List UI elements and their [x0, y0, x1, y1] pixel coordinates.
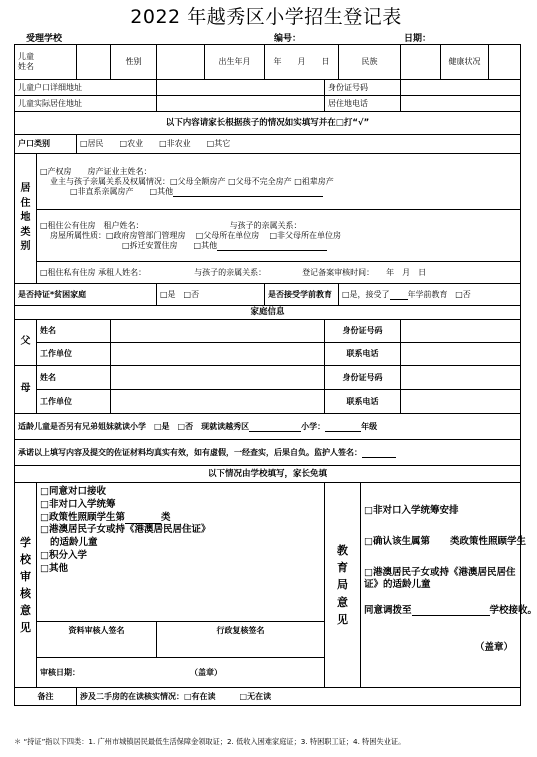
home-phone-label: 居住地电话	[325, 96, 401, 112]
hukou-type-options[interactable]: □居民 □农业 □非农业 □其它	[77, 135, 521, 154]
father-id-field[interactable]	[401, 320, 521, 343]
mother-work-field[interactable]	[111, 390, 325, 414]
edu-bureau-options[interactable]: □非对口入学统筹安排 □确认该生属第 类政策性照顾学生 □港澳居民子女或持《港澳居民居住证》的适龄儿童 同意调拨至 学校接收。 （盖章）	[361, 483, 521, 688]
date-label: 日期：	[404, 34, 432, 44]
registration-form-table	[14, 44, 537, 706]
number-label: 编号：	[274, 34, 302, 44]
home-address-field[interactable]	[157, 96, 325, 112]
father-name-field[interactable]	[111, 320, 325, 343]
remark-label: 备注	[15, 688, 77, 706]
poverty-cert-options[interactable]: □是 □否	[157, 284, 265, 306]
father-label: 父	[15, 320, 37, 366]
school-label: 受理学校	[26, 34, 63, 44]
gender-label: 性别	[111, 45, 157, 80]
remark-options[interactable]: 涉及二手房的在读核实情况：□有在读 □无在读	[77, 688, 521, 706]
mother-id-field[interactable]	[401, 366, 521, 390]
parent-instruction: 以下内容请家长根据孩子的情况如实填写并在□打“√”	[15, 112, 521, 135]
ethnic-field[interactable]	[401, 45, 441, 80]
mother-label: 母	[15, 366, 37, 414]
residence-public-rent[interactable]: □租住公有住房 租户姓名： 与孩子的亲属关系： 房屋所属性质：□政府房管部门管理房 □父母所在单位房 □非父母所在单位房 □拆迁安置住房 □其他	[37, 210, 521, 262]
father-id-label: 身份证号码	[325, 320, 401, 343]
health-field[interactable]	[489, 45, 521, 80]
mother-id-label: 身份证号码	[325, 366, 401, 390]
father-work-label: 工作单位	[37, 343, 111, 366]
father-name-label: 姓名	[37, 320, 111, 343]
hukou-address-label: 儿童户口详细地址	[15, 80, 157, 96]
home-phone-field[interactable]	[401, 96, 521, 112]
preschool-label: 是否接受学前教育	[265, 284, 339, 306]
hukou-address-field[interactable]	[157, 80, 325, 96]
poverty-cert-label: 是否持证*贫困家庭	[15, 284, 157, 306]
ethnic-label: 民族	[339, 45, 401, 80]
preschool-options[interactable]: □是，接受了 年学前教育 □否	[339, 284, 521, 306]
mother-phone-field[interactable]	[401, 390, 521, 414]
birth-label: 出生年月	[205, 45, 265, 80]
birth-date-field[interactable]: 年 月 日	[265, 45, 339, 80]
residence-type-label: 居 住 地 类 别	[15, 154, 37, 284]
school-section-title: 以下情况由学校填写，家长免填	[15, 466, 521, 483]
health-label: 健康状况	[441, 45, 489, 80]
footnote: ＊ “持证”指以下四类：1. 广州市城镇居民最低生活保障金领取证；2. 低收入困难家庭证；3. 特困职工证；4. 特困失业证。	[14, 737, 406, 746]
father-phone-label: 联系电话	[325, 343, 401, 366]
id-number-field[interactable]	[401, 80, 521, 96]
school-review-options[interactable]: □同意对口接收 □非对口入学统筹 □政策性照顾学生第 类 □港澳居民子女或持《港澳居民居住证》 的适龄儿童 □积分入学 □其他	[37, 483, 325, 622]
residence-private-rent[interactable]: □租住私有住房 承租人姓名： 与孩子的亲属关系： 登记备案审核时间： 年 月 日	[37, 262, 521, 284]
mother-name-field[interactable]	[111, 366, 325, 390]
guardian-promise[interactable]: 承诺以上填写内容及提交的佐证材料均真实有效，如有虚假，一经查实，后果自负。监护人签名：	[15, 440, 521, 466]
guardian-signature-field	[362, 449, 396, 458]
gender-field[interactable]	[157, 45, 205, 80]
admin-review-sign-label[interactable]: 行政复核签名	[157, 622, 325, 658]
mother-phone-label: 联系电话	[325, 390, 401, 414]
id-number-label: 身份证号码	[325, 80, 401, 96]
reviewer-sign-label[interactable]: 资料审核人签名	[37, 622, 157, 658]
school-review-label: 学 校 审 核 意 见	[15, 483, 37, 688]
father-phone-field[interactable]	[401, 343, 521, 366]
sibling-question[interactable]: 适龄儿童是否另有兄弟姐妹就读小学 □是 □否 现就读越秀区 小学： 年级	[15, 414, 521, 440]
residence-own-house[interactable]: □产权房 房产证业主姓名： 业主与孩子亲属关系及权属情况：□父母全额房产 □父母不完全房产 □祖辈房产 □非直系亲属房产 □其他	[37, 154, 521, 210]
child-name-field[interactable]	[77, 45, 111, 80]
review-date[interactable]: 审核日期： （盖章）	[37, 658, 325, 688]
family-info-title: 家庭信息	[15, 306, 521, 320]
father-work-field[interactable]	[111, 343, 325, 366]
form-title: 2022 年越秀区小学招生登记表	[130, 6, 402, 28]
child-name-label: 儿童 姓名	[15, 45, 77, 80]
home-address-label: 儿童实际居住地址	[15, 96, 157, 112]
mother-name-label: 姓名	[37, 366, 111, 390]
edu-bureau-label: 教 育 局 意 见	[325, 483, 361, 688]
hukou-type-label: 户口类别	[15, 135, 77, 154]
mother-work-label: 工作单位	[37, 390, 111, 414]
